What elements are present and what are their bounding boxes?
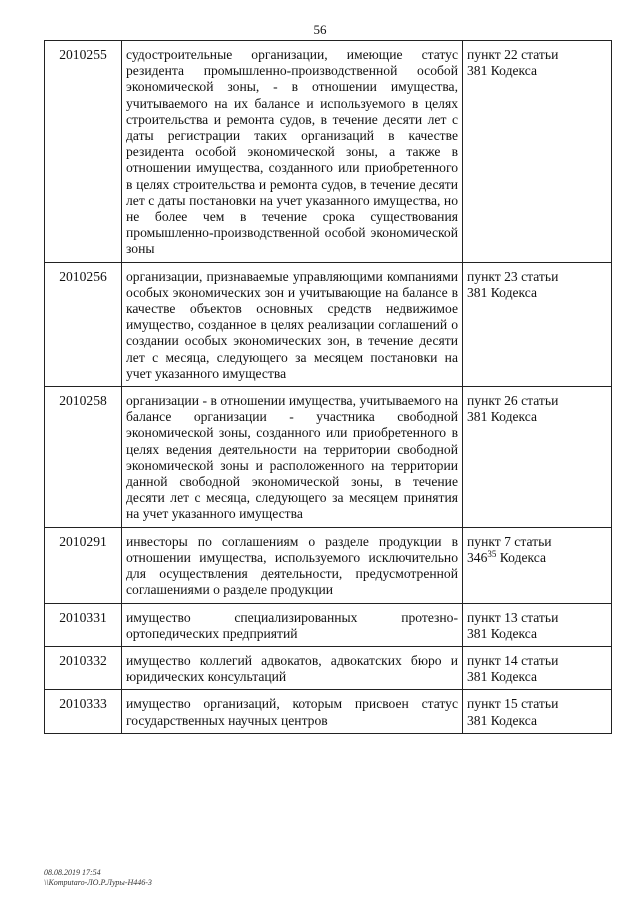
legal-reference-article-number: 346 bbox=[467, 549, 488, 565]
legal-reference bbox=[463, 690, 612, 733]
legal-reference-code: 381 Кодекса bbox=[467, 409, 538, 425]
benefit-description: организации - в отношении имущества, учитываемого на балансе организации - участника свободной экономической зоны, созданного или приобретенного в целях ведения деятельности на территории свободной экономической зоны и расположенного на территории данной свободной экономической зоны, в течение десяти лет с месяца, следующего за месяцем принятия на учет указанного имущества bbox=[122, 387, 463, 528]
legal-reference-code: 381 Кодекса bbox=[467, 63, 538, 79]
footer-file-path: \\Komputaro-ЛО.Р.Луры-Н446-3 bbox=[44, 878, 152, 887]
legal-reference bbox=[463, 387, 612, 528]
benefit-description: имущество организаций, которым присвоен статус государственных научных центров bbox=[122, 690, 463, 733]
benefit-code: 2010255 bbox=[45, 41, 122, 263]
legal-reference-code: 381 Кодекса bbox=[467, 625, 538, 641]
table-row bbox=[45, 527, 612, 603]
legal-reference bbox=[463, 527, 612, 603]
benefit-description: инвесторы по соглашениям о разделе продукции в отношении имущества, используемого исключительно для осуществления деятельности, предусмотренной соглашениями о разделе продукции bbox=[122, 527, 463, 603]
benefit-code: 2010256 bbox=[45, 262, 122, 386]
legal-reference-article: пункт 22 статьи bbox=[467, 47, 559, 62]
document-footer bbox=[44, 868, 152, 888]
legal-reference-article: пункт 13 статьи bbox=[467, 609, 559, 625]
table-row bbox=[45, 603, 612, 646]
footer-date: 08.08.2019 17:54 bbox=[44, 868, 101, 877]
benefit-code: 2010258 bbox=[45, 387, 122, 528]
benefit-code: 2010291 bbox=[45, 527, 122, 603]
legal-reference-code bbox=[467, 550, 607, 566]
legal-reference-superscript: 35 bbox=[487, 548, 497, 559]
legal-reference-code: 381 Кодекса bbox=[467, 669, 538, 685]
page-number: 56 bbox=[313, 22, 327, 37]
legal-reference-article: пункт 15 статьи bbox=[467, 696, 559, 712]
legal-reference-code-suffix: Кодекса bbox=[496, 549, 547, 565]
legal-reference bbox=[463, 603, 612, 646]
benefit-code: 2010331 bbox=[45, 603, 122, 646]
legal-reference-article: пункт 23 статьи bbox=[467, 268, 559, 284]
benefit-codes-table bbox=[44, 40, 612, 734]
benefit-description: имущество специализированных протезно-ортопедических предприятий bbox=[122, 603, 463, 646]
table-row bbox=[45, 387, 612, 528]
benefit-description: имущество коллегий адвокатов, адвокатских бюро и юридических консультаций bbox=[122, 646, 463, 689]
legal-reference-code: 381 Кодекса bbox=[467, 712, 538, 728]
legal-reference bbox=[463, 646, 612, 689]
table-row bbox=[45, 41, 612, 263]
legal-reference-article: пункт 26 статьи bbox=[467, 393, 559, 409]
table-row bbox=[45, 646, 612, 689]
table-row bbox=[45, 262, 612, 386]
table-row bbox=[45, 690, 612, 733]
legal-reference-code: 381 Кодекса bbox=[467, 284, 538, 300]
benefit-description: организации, признаваемые управляющими компаниями особых экономических зон и учитывающие на балансе в качестве объектов основных средств недвижимое имущество, созданное в целях реализации соглашений о создании особых экономических зон, в течение десяти лет с месяца, следующего за месяцем постановки на учет указанного имущества bbox=[122, 262, 463, 386]
legal-reference-article: пункт 7 статьи bbox=[467, 533, 552, 549]
legal-reference bbox=[463, 41, 612, 263]
legal-reference-article: пункт 14 статьи bbox=[467, 652, 559, 668]
benefit-code: 2010333 bbox=[45, 690, 122, 733]
legal-reference bbox=[463, 262, 612, 386]
benefit-code: 2010332 bbox=[45, 646, 122, 689]
benefit-description: судостроительные организации, имеющие статус резидента промышленно-производственной особой экономической зоны, - в отношении имущества, учитываемого на их балансе и используемого в целях строительства и ремонта судов, в течение десяти лет с даты регистрации таких организаций в качестве резидента особой экономической зоны, а также в отношении имущества, созданного или приобретенного в целях строительства и ремонта судов, в течение десяти лет с даты постановки на учет указанного имущества, но не более чем в течение срока существования промышленно-производственной особой экономической зоны bbox=[122, 41, 463, 263]
